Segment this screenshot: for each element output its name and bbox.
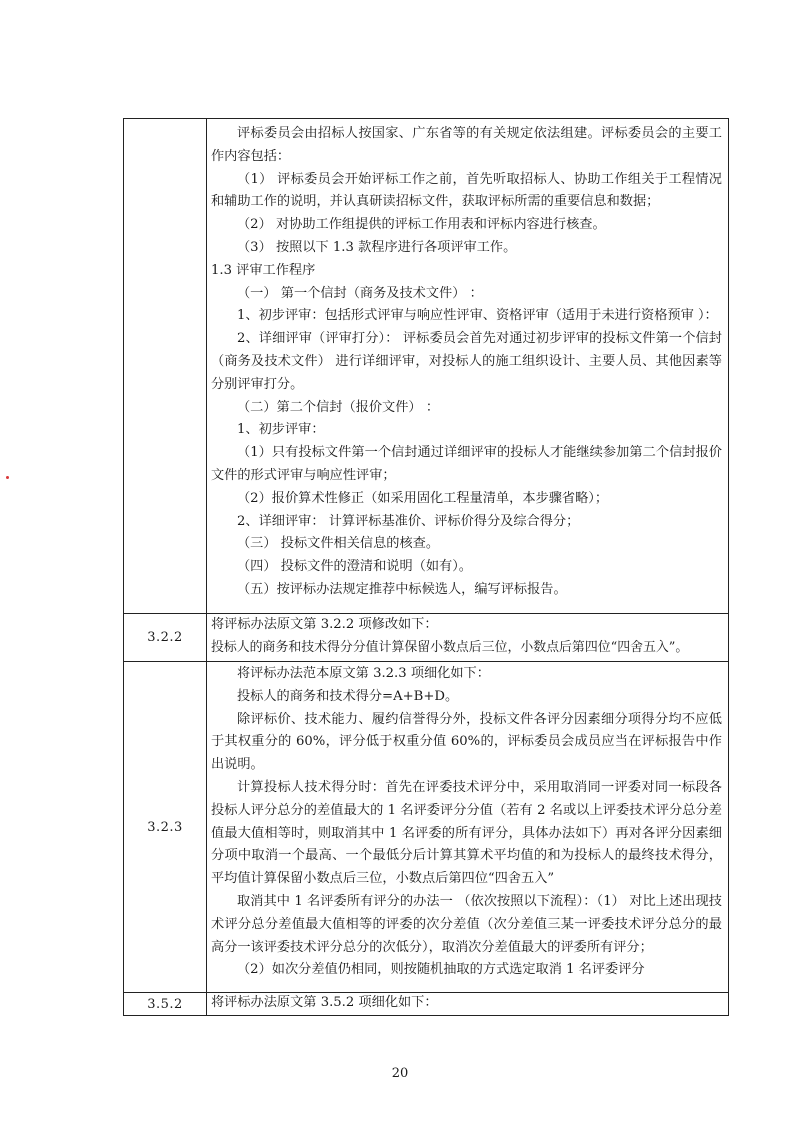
- paragraph: 评标委员会由招标人按国家、广东省等的有关规定依法组建。评标委员会的主要工作内容包括：: [211, 126, 722, 164]
- paragraph: （3） 按照以下 1.3 款程序进行各项评审工作。: [237, 239, 517, 255]
- paragraph: 2、详细评审（评审打分）： 评标委员会首先对通过初步评审的投标文件第一个信封（商务及技术文件） 进行详细评审，对投标人的施工组织设计、主要人员、其他因素等分别评审打分。: [211, 331, 722, 392]
- paragraph: （2）报价算术性修正（如采用固化工程量清单，本步骤省略）；: [237, 490, 609, 506]
- section-heading: 1.3 评审工作程序: [211, 262, 316, 278]
- paragraph: （1） 评标委员会开始评标工作之前，首先听取招标人、协助工作组关于工程情况和辅助工作的说明，并认真研读招标文件，获取评标所需的重要信息和数据；: [211, 171, 722, 210]
- paragraph: 取消其中 1 名评委所有评分的办法一 （依次按照以下流程）：（1） 对比上述出现技术评分总分差值最大值相等的评委的次分差值（次分差值三某一评委技术评分总分的最高分一该评委技术评分总分的次低分），取消次分差值最大的评委所有评分；: [211, 893, 722, 955]
- page-number: 20: [391, 1066, 409, 1081]
- paragraph: 将评标办法原文第 3.5.2 项细化如下：: [211, 995, 438, 1010]
- table-row-3-2-2: [124, 613, 728, 661]
- paragraph: 1、初步评审：包括形式评审与响应性评审、资格评审（适用于未进行资格预审 ）：: [237, 308, 718, 324]
- paragraph: 2、详细评审： 计算评标基准价、评标价得分及综合得分；: [237, 513, 580, 529]
- paragraph: （2） 对协助工作组提供的评标工作用表和评标内容进行核查。: [237, 217, 606, 233]
- paragraph: 将评标办法范本原文第 3.2.3 项细化如下：: [237, 666, 490, 681]
- clause-content-cell: [207, 614, 728, 661]
- paragraph: （五）按评标办法规定推荐中标候选人，编写评标报告。: [237, 581, 567, 597]
- paragraph: 计算投标人技术得分时：首先在评委技术评分中，采用取消同一评委对同一标段各投标人评分总分的差值最大的 1 名评委评分分值（若有 2 名或以上评委技术评分总分差值最大值相等时，则取消其中 1 名评委的所有评分，具体办法如下）再对各评分因素细分项中取消一个最高、一个最低分后计算其算术平均值的和为投标人的最终技术得分，平均值计算保留小数点后三位，小数点后第四位“四舍五入”: [211, 779, 722, 887]
- scan-speck: [6, 476, 9, 479]
- clause-number-cell: 3.2.2: [124, 614, 207, 661]
- paragraph: 将评标办法原文第 3.2.2 项修改如下：: [211, 617, 438, 632]
- paragraph: （一） 第一个信封（商务及技术文件） ：: [237, 285, 483, 301]
- paragraph: 投标人的商务和技术得分分值计算保留小数点后三位，小数点后第四位“四舍五入”。: [211, 639, 689, 655]
- table-row-3-2-3: [124, 661, 728, 992]
- paragraph: （二）第二个信封（报价文件） ：: [237, 399, 440, 415]
- table-row-committee: [124, 119, 728, 613]
- paragraph: （2）如次分差值仍相同，则按随机抽取的方式选定取消 1 名评委评分: [237, 962, 645, 978]
- table-row-3-5-2: [124, 992, 728, 1015]
- clause-number-cell: [124, 119, 207, 613]
- paragraph: （四） 投标文件的澄清和说明（如有）。: [237, 559, 472, 575]
- paragraph: 除评标价、技术能力、履约信誉得分外，投标文件各评分因素细分项得分均不应低于其权重分的 60%，评分低于权重分值 60%的，评标委员会成员应当在评标报告中作出说明。: [211, 711, 722, 773]
- clause-content-cell: [207, 993, 728, 1015]
- clause-number-cell: 3.5.2: [124, 993, 207, 1015]
- clause-content-cell: [207, 662, 728, 992]
- paragraph: （1）只有投标文件第一个信封通过详细评审的投标人才能继续参加第二个信封报价文件的形式评审与响应性评审；: [211, 445, 722, 483]
- evaluation-table: [123, 118, 729, 1016]
- clause-content-cell: [207, 119, 728, 613]
- paragraph: （三） 投标文件相关信息的核查。: [237, 536, 440, 552]
- clause-number-cell: 3.2.3: [124, 662, 207, 992]
- paragraph: 1、初步评审：: [237, 422, 325, 438]
- paragraph: 投标人的商务和技术得分=A+B+D。: [237, 688, 459, 704]
